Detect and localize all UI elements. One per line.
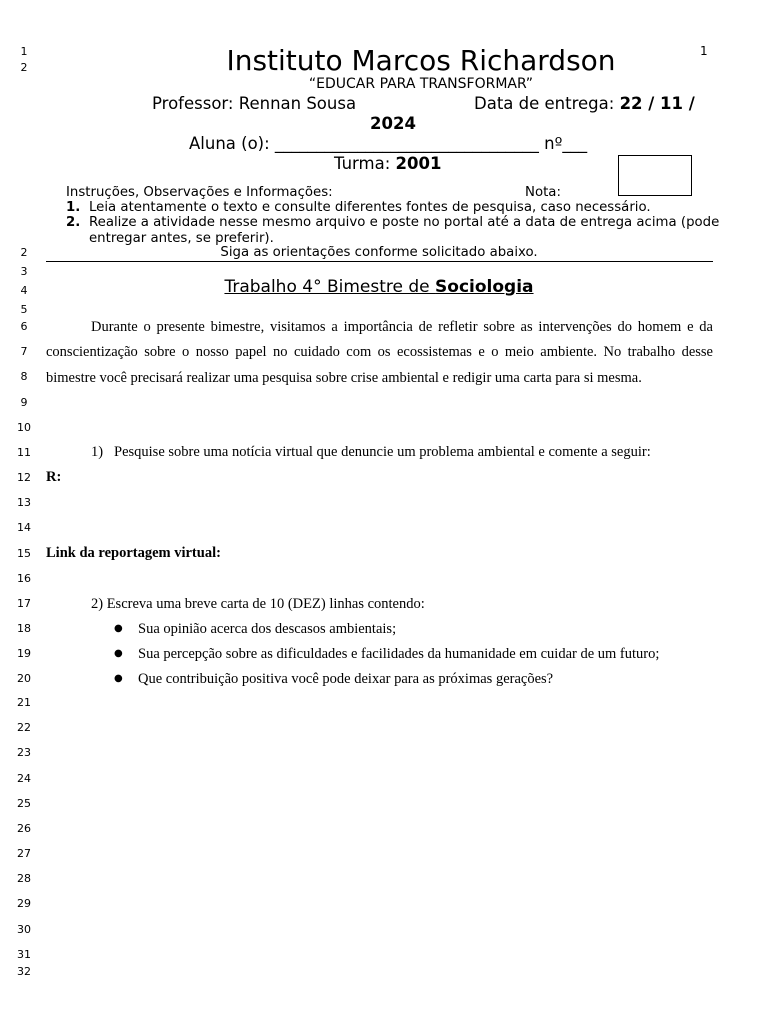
line-number: 1 bbox=[20, 45, 28, 58]
line-number: 18 bbox=[17, 622, 31, 635]
line-number: 29 bbox=[17, 897, 31, 910]
question-2-text: 2) Escreva uma breve carta de 10 (DEZ) linhas contendo: bbox=[91, 596, 425, 612]
instruction-text-continued: entregar antes, se preferir). bbox=[89, 231, 274, 246]
number-label: nº bbox=[538, 134, 563, 153]
line-number: 20 bbox=[17, 672, 31, 685]
line-number: 17 bbox=[17, 597, 31, 610]
instruction-item bbox=[66, 200, 80, 215]
assignment-subject: Sociologia bbox=[435, 277, 534, 297]
teacher-line bbox=[152, 94, 356, 113]
line-number: 19 bbox=[17, 647, 31, 660]
class-label: Turma: bbox=[334, 154, 396, 173]
instruction-num: 2. bbox=[66, 215, 81, 230]
grade-box[interactable] bbox=[618, 155, 692, 196]
line-number: 15 bbox=[17, 547, 31, 560]
line-number: 14 bbox=[17, 521, 31, 534]
instruction-item bbox=[66, 215, 80, 230]
class-value: 2001 bbox=[395, 154, 442, 173]
line-number: 26 bbox=[17, 822, 31, 835]
grade-label: Nota: bbox=[525, 185, 561, 200]
line-number: 13 bbox=[17, 496, 31, 509]
line-number: 12 bbox=[17, 471, 31, 484]
teacher-label: Professor: bbox=[152, 94, 239, 113]
bullet-item: Que contribuição positiva você pode deixar para as próximas gerações? bbox=[138, 671, 554, 687]
line-number: 10 bbox=[17, 421, 31, 434]
instruction-num: 1. bbox=[66, 200, 81, 215]
line-number: 25 bbox=[17, 797, 31, 810]
bullet-item: Sua opinião acerca dos descasos ambientais; bbox=[138, 621, 397, 637]
motto: “EDUCAR PARA TRANSFORMAR” bbox=[308, 76, 534, 92]
line-number: 3 bbox=[20, 265, 28, 278]
line-number: 7 bbox=[20, 345, 28, 358]
line-number: 2 bbox=[20, 246, 28, 259]
instruction-text: Realize a atividade nesse mesmo arquivo e poste no portal até a data de entrega acima (pode bbox=[89, 215, 720, 230]
line-number: 6 bbox=[20, 320, 28, 333]
student-line bbox=[189, 134, 587, 153]
question-1-text: Pesquise sobre uma notícia virtual que denuncie um problema ambiental e comente a seguir: bbox=[114, 444, 651, 460]
student-name-field[interactable]: ________________________________ bbox=[274, 134, 539, 153]
line-number: 8 bbox=[20, 370, 28, 383]
due-date-line bbox=[474, 94, 695, 113]
bullet-icon: ● bbox=[114, 623, 123, 634]
instruction-text: Leia atentamente o texto e consulte diferentes fontes de pesquisa, caso necessário. bbox=[89, 200, 651, 215]
assignment-title bbox=[0, 277, 758, 297]
line-number: 9 bbox=[20, 396, 28, 409]
link-label: Link da reportagem virtual: bbox=[46, 545, 221, 561]
instructions-heading: Instruções, Observações e Informações: bbox=[66, 185, 333, 200]
class-line bbox=[334, 154, 441, 173]
line-number: 11 bbox=[17, 446, 31, 459]
line-number: 24 bbox=[17, 772, 31, 785]
line-number: 22 bbox=[17, 721, 31, 734]
line-number: 32 bbox=[17, 965, 31, 978]
question-1-number: 1) bbox=[91, 444, 104, 460]
line-number: 4 bbox=[20, 284, 28, 297]
line-number: 16 bbox=[17, 572, 31, 585]
page-number: 1 bbox=[700, 44, 708, 58]
number-field[interactable]: ___ bbox=[562, 134, 588, 153]
bullet-item: Sua percepção sobre as dificuldades e facilidades da humanidade em cuidar de um futuro; bbox=[138, 646, 660, 662]
bullet-icon: ● bbox=[114, 648, 123, 659]
line-number: 23 bbox=[17, 746, 31, 759]
assignment-title-plain: Trabalho 4° Bimestre de bbox=[224, 277, 436, 297]
divider bbox=[46, 261, 713, 262]
student-label: Aluna (o): bbox=[189, 134, 275, 153]
due-year: 2024 bbox=[370, 114, 416, 133]
line-number: 31 bbox=[17, 948, 31, 961]
line-number: 28 bbox=[17, 872, 31, 885]
teacher-name: Rennan Sousa bbox=[238, 94, 357, 113]
due-date: 22 / 11 / bbox=[619, 94, 695, 113]
line-number: 2 bbox=[20, 61, 28, 74]
due-label: Data de entrega: bbox=[474, 94, 620, 113]
line-number: 21 bbox=[17, 696, 31, 709]
institution-title: Instituto Marcos Richardson bbox=[226, 44, 616, 77]
instructions-footer: Siga as orientações conforme solicitado abaixo. bbox=[220, 245, 538, 260]
intro-paragraph: Durante o presente bimestre, visitamos a importância de refletir sobre as intervenções do homem e da conscientização sobre o nosso papel no cuidado com os ecossistemas e o meio ambiente. No trabalho desse bimestre você precisará realizar uma pesquisa sobre crise ambiental e redigir uma carta para si mesma. bbox=[46, 319, 713, 386]
line-number: 30 bbox=[17, 923, 31, 936]
line-number: 5 bbox=[20, 303, 28, 316]
bullet-icon: ● bbox=[114, 673, 123, 684]
answer-label: R: bbox=[46, 469, 62, 485]
line-number: 27 bbox=[17, 847, 31, 860]
